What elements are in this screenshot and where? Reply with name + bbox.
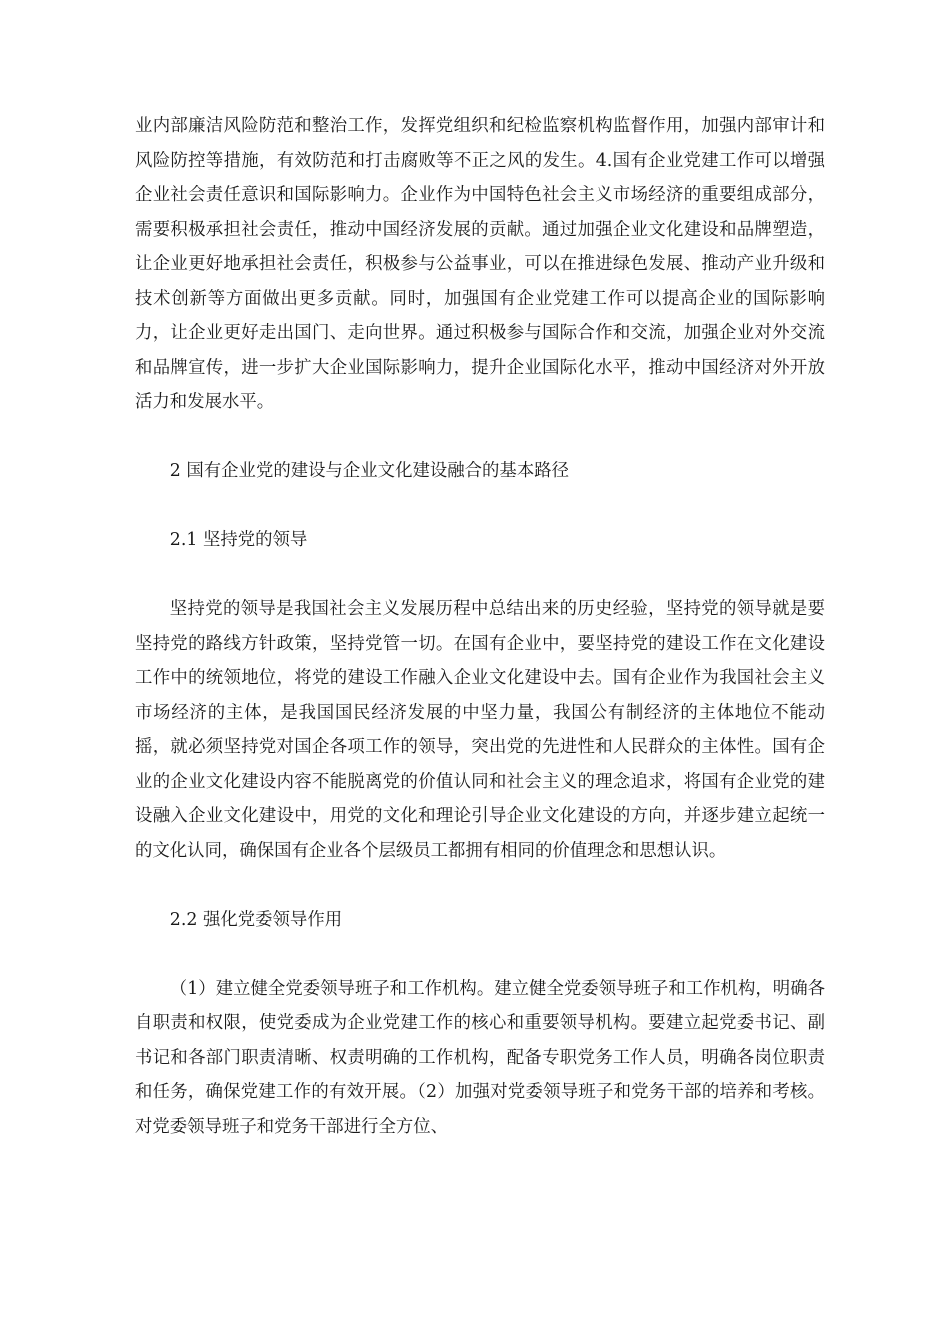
paragraph-gap [135,420,825,455]
document-body [135,109,825,1144]
paragraph-gap [135,937,825,972]
paragraph-gap [135,868,825,903]
subsection-heading-2-2: 2.2 强化党委领导作用 [169,909,343,930]
paragraph-gap [135,558,825,593]
paragraph-continuation: 业内部廉洁风险防范和整治工作，发挥党组织和纪检监察机构监督作用，加强内部审计和风险防控等措施，有效防范和打击腐败等不正之风的发生。4.国有企业党建工作可以增强企业社会责任意识和国际影响力。企业作为中国特色社会主义市场经济的重要组成部分，需要积极承担社会责任，推动中国经济发展的贡献。通过加强企业文化建设和品牌塑造，让企业更好地承担社会责任，积极参与公益事业，可以在推进绿色发展、推动产业升级和技术创新等方面做出更多贡献。同时，加强国有企业党建工作可以提高企业的国际影响力，让企业更好走出国门、走向世界。通过积极参与国际合作和交流，加强企业对外交流和品牌宣传，进一步扩大企业国际影响力，提升企业国际化水平，推动中国经济对外开放活力和发展水平。 [135,116,825,412]
paragraph-2-2: （1）建立健全党委领导班子和工作机构。建立健全党委领导班子和工作机构，明确各自职责和权限，使党委成为企业党建工作的核心和重要领导机构。要建立起党委书记、副书记和各部门职责清晰、权责明确的工作机构，配备专职党务工作人员，明确各岗位职责和任务，确保党建工作的有效开展。（2）加强对党委领导班子和党务干部的培养和考核。对党委领导班子和党务干部进行全方位、 [135,978,825,1137]
paragraph-gap [135,489,825,524]
section-heading-2: 2 国有企业党的建设与企业文化建设融合的基本路径 [169,461,569,481]
paragraph-2-1: 坚持党的领导是我国社会主义发展历程中总结出来的历史经验，坚持党的领导就是要坚持党的路线方针政策，坚持党管一切。在国有企业中，要坚持党的建设工作在文化建设工作中的统领地位，将党的建设工作融入企业文化建设中去。国有企业作为我国社会主义市场经济的主体，是我国国民经济发展的中坚力量，我国公有制经济的主体地位不能动摇，就必须坚持党对国企各项工作的领导，突出党的先进性和人民群众的主体性。国有企业的企业文化建设内容不能脱离党的价值认同和社会主义的理念追求，将国有企业党的建设融入企业文化建设中，用党的文化和理论引导企业文化建设的方向，并逐步建立起统一的文化认同，确保国有企业各个层级员工都拥有相同的价值理念和思想认识。 [135,599,825,861]
subsection-heading-2-1: 2.1 坚持党的领导 [169,530,308,550]
